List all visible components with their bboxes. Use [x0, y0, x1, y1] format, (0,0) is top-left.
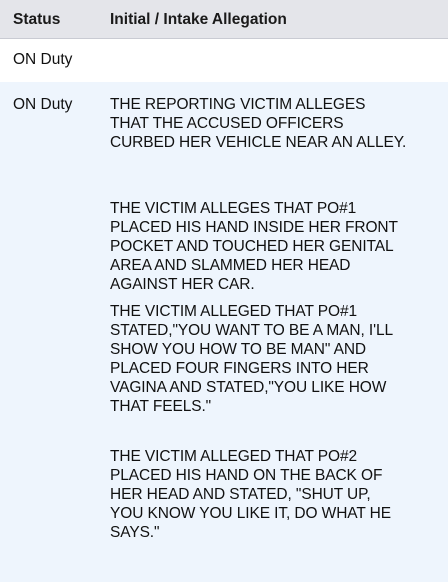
allegation-paragraph [110, 447, 446, 542]
allegation-line: PLACED FOUR FINGERS INTO HER [110, 360, 369, 377]
status-cell: ON Duty [13, 51, 73, 68]
table-header [0, 0, 448, 39]
allegation-paragraph [110, 95, 446, 152]
allegation-line: YOU KNOW YOU LIKE IT, DO WHAT HE [110, 505, 392, 522]
allegation-line: PLACED HIS HAND ON THE BACK OF [110, 467, 383, 484]
allegation-line: VAGINA AND STATED,"YOU LIKE HOW [110, 379, 387, 396]
allegation-line: HER HEAD AND STATED, "SHUT UP, [110, 486, 371, 503]
table-row [0, 82, 448, 582]
allegation-line: POCKET AND TOUCHED HER GENITAL [110, 238, 394, 255]
status-column-header: Status [13, 11, 61, 28]
allegation-line: CURBED HER VEHICLE NEAR AN ALLEY. [110, 134, 407, 151]
allegation-line: THE VICTIM ALLEGES THAT PO#1 [110, 200, 357, 217]
status-cell: ON Duty [13, 96, 73, 113]
allegation-line: THE REPORTING VICTIM ALLEGES [110, 96, 366, 113]
allegation-line: SAYS." [110, 524, 160, 541]
allegation-paragraph [110, 302, 446, 416]
table-row [0, 39, 448, 82]
allegation-line: THE VICTIM ALLEGED THAT PO#2 [110, 448, 357, 465]
allegation-column-header: Initial / Intake Allegation [110, 11, 287, 28]
allegation-line: THE VICTIM ALLEGED THAT PO#1 [110, 303, 357, 320]
allegation-line: PLACED HIS HAND INSIDE HER FRONT [110, 219, 398, 236]
allegation-line: SHOW YOU HOW TO BE MAN" AND [110, 341, 367, 358]
allegation-line: THAT THE ACCUSED OFFICERS [110, 115, 344, 132]
allegation-line: AREA AND SLAMMED HER HEAD [110, 257, 351, 274]
allegation-line: STATED,"YOU WANT TO BE A MAN, I'LL [110, 322, 393, 339]
allegation-paragraph [110, 199, 446, 294]
allegation-line: THAT FEELS." [110, 398, 212, 415]
allegation-line: AGAINST HER CAR. [110, 276, 255, 293]
